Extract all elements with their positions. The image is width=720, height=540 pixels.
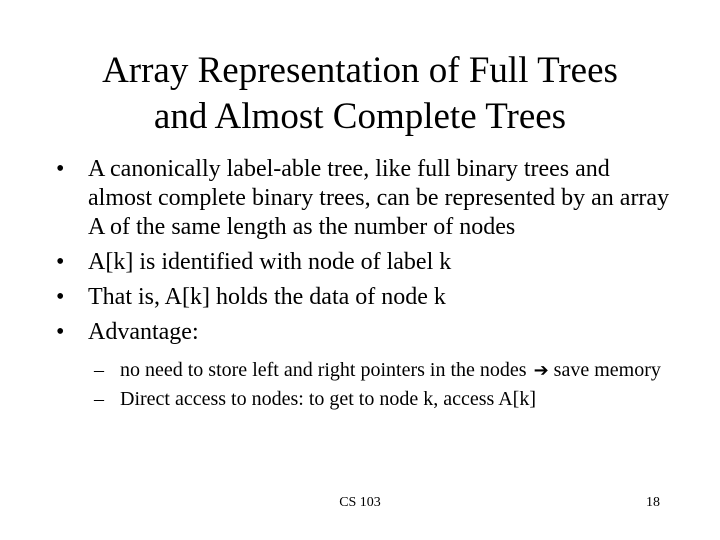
bullet-text: That is, A[k] holds the data of node k [88,284,446,310]
footer-page-number: 18 [646,495,660,510]
bullet-text: A canonically label-able tree, like full binary trees and almost complete binary trees, can be represented by an array A of the same length as the number of nodes [88,156,670,240]
bullet-marker: • [56,319,65,345]
bullet-item [56,248,676,277]
sub-bullet-text: no need to store left and right pointers in the nodes [120,359,527,381]
slide-title [40,48,680,140]
title-line-1: Array Representation of Full Trees [102,50,618,91]
bullet-marker: • [56,284,65,310]
sub-bullet-item [94,360,680,381]
bullet-item [56,155,676,242]
bullet-marker: • [56,156,65,182]
bullet-item [56,283,676,312]
sub-bullet-text: Direct access to nodes: to get to node k, access A[k] [120,388,536,410]
bullet-item [56,318,676,410]
bullet-text: A[k] is identified with node of label k [88,249,452,275]
sub-bullet-list [88,360,676,410]
sub-bullet-marker: – [94,359,104,381]
sub-bullet-tail: save memory [553,359,661,381]
bullet-marker: • [56,249,65,275]
bullet-list [56,155,676,418]
bullet-text: Advantage: [88,319,199,345]
footer-course: CS 103 [339,495,381,510]
sub-bullet-marker: – [94,388,104,410]
title-line-2: and Almost Complete Trees [153,96,567,137]
sub-bullet-item [94,389,680,410]
right-arrow-icon: ➔ [533,360,549,381]
